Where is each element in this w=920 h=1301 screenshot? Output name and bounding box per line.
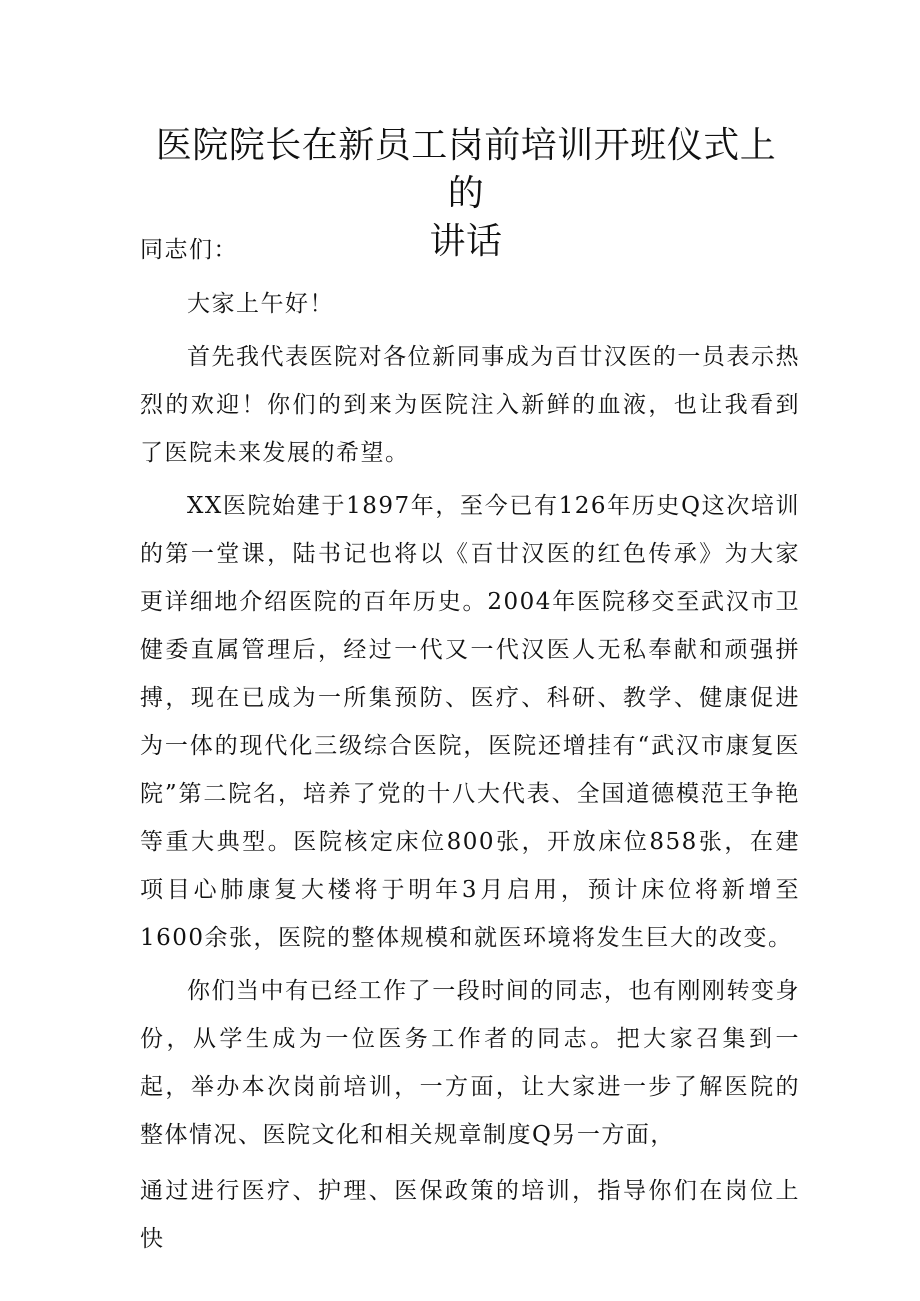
greeting: 大家上午好！ <box>187 291 334 317</box>
paragraph-welcome: 首先我代表医院对各位新同事成为百廿汉医的一员表示热烈的欢迎！你们的到来为医院注入新鲜的血液，也让我看到了医院未来发展的希望。 <box>140 344 800 466</box>
paragraph-continuation: 通过进行医疗、护理、医保政策的培训，指导你们在岗位上快 <box>140 1178 800 1252</box>
document-body <box>140 226 800 1268</box>
paragraph-training-purpose: 你们当中有已经工作了一段时间的同志，也有刚刚转变身份，从学生成为一位医务工作者的同志。把大家召集到一起，举办本次岗前培训，一方面，让大家进一步了解医院的整体情况、医院文化和相关规章制度Q另一方面， <box>140 978 800 1148</box>
title-line-1: 医院院长在新员工岗前培训开班仪式上的 <box>155 125 777 214</box>
paragraph-hospital-history: XX医院始建于1897年，至今已有126年历史Q这次培训的第一堂课，陆书记也将以《百廿汉医的红色传承》为大家更详细地介绍医院的百年历史。2004年医院移交至武汉市卫健委直属管理后，经过一代又一代汉医人无私奉献和顽强拼搏，现在已成为一所集预防、医疗、科研、教学、健康促进为一体的现代化三级综合医院，医院还增挂有“武汉市康复医院”第二院名，培养了党的十八大代表、全国道德模范王争艳等重大典型。医院核定床位800张，开放床位858张，在建项目心肺康复大楼将于明年3月启用，预计床位将新增至1600余张，医院的整体规模和就医环境将发生巨大的改变。 <box>140 493 800 951</box>
title-line-2: 讲话 <box>429 221 503 262</box>
salutation: 同志们： <box>140 237 238 263</box>
